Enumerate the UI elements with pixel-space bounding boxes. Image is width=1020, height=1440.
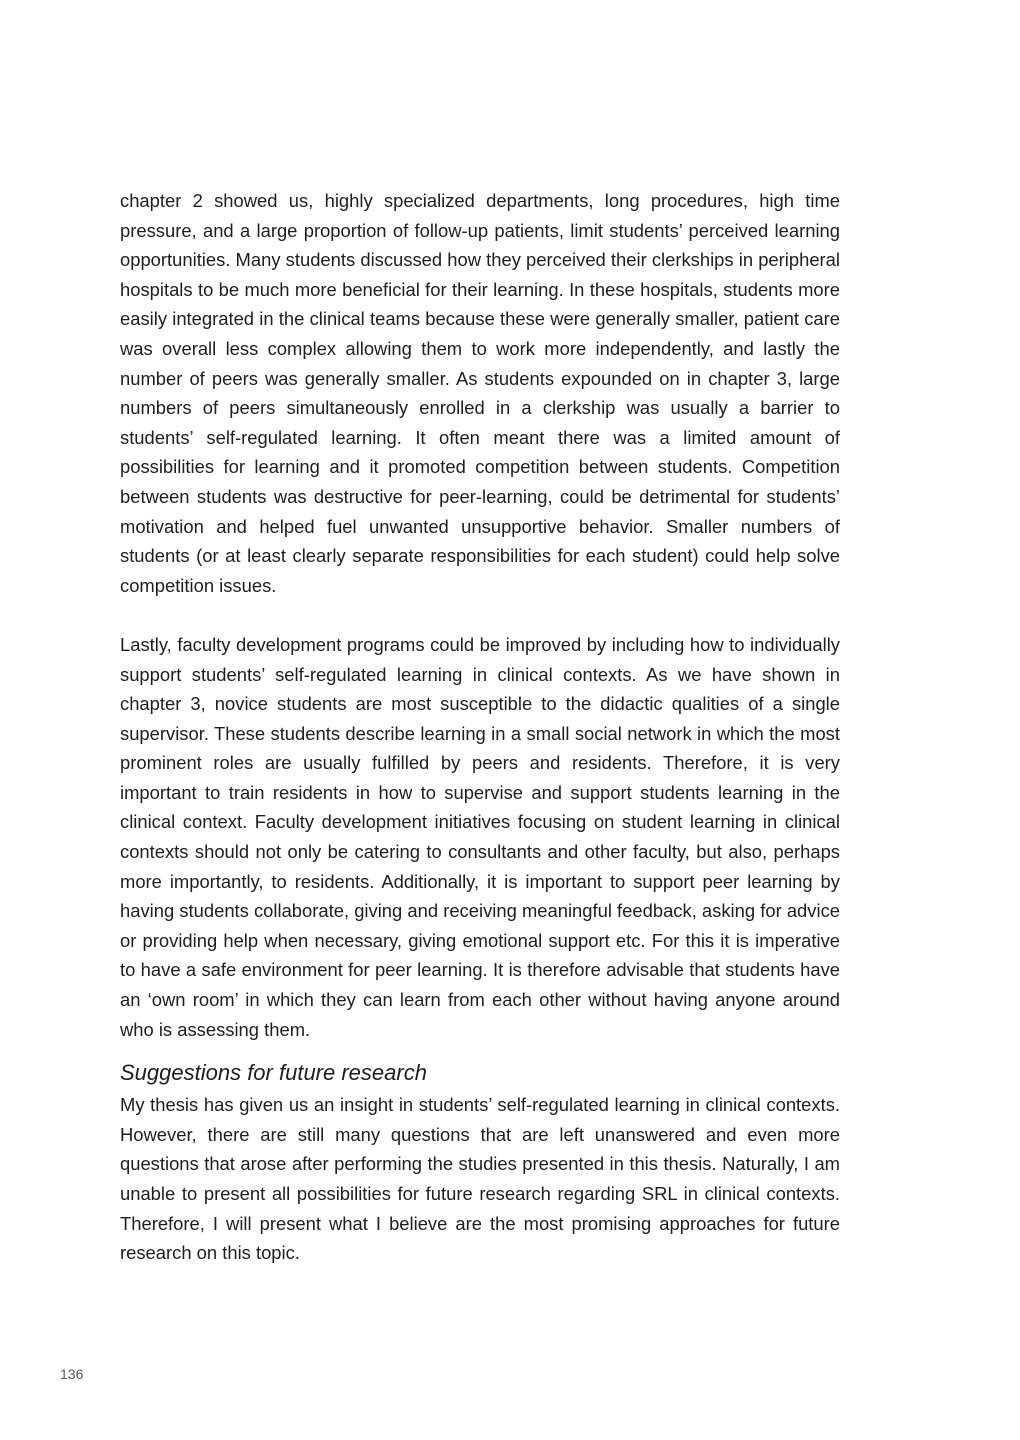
paragraph-future-research: My thesis has given us an insight in students’ self-regulated learning in clinical contexts. However, there are still many questions that are left unanswered and even more questions that arose after performing the studies presented in this thesis. Naturally, I am unable to present all possibilities for future research regarding SRL in clinical contexts. Therefore, I will present what I believe are the most promising approaches for future research on this topic. xyxy=(120,1094,840,1264)
paragraph-faculty-development: Lastly, faculty development programs could be improved by including how to individually support students’ self-regulated learning in clinical contexts. As we have shown in chapter 3, novice students are most susceptible to the didactic qualities of a single supervisor. These students describe learning in a small social network in which the most prominent roles are usually fulfilled by peers and residents. Therefore, it is very important to train residents in how to supervise and support students learning in the clinical context. Faculty development initiatives focusing on student learning in clinical contexts should not only be catering to consultants and other faculty, but also, perhaps more importantly, to residents. Additionally, it is important to support peer learning by having students collaborate, giving and receiving meaningful feedback, asking for advice or providing help when necessary, giving emotional support etc. For this it is imperative to have a safe environment for peer learning. It is therefore advisable that students have an ‘own room’ in which they can learn from each other without having anyone around who is assessing them. xyxy=(120,633,840,1040)
paragraph-clerkship-environment: chapter 2 showed us, highly specialized departments, long procedures, high time pressure, and a large proportion of follow-up patients, limit students’ perceived learning opportunities. Many students discussed how they perceived their clerkships in peripheral hospitals to be much more beneficial for their learning. In these hospitals, students more easily integrated in the clinical teams because these were generally smaller, patient care was overall less complex allowing them to work more independently, and lastly the number of peers was generally smaller. As students expounded on in chapter 3, large numbers of peers simultaneously enrolled in a clerkship was usually a barrier to students’ self-regulated learning. It often meant there was a limited amount of possibilities for learning and it promoted competition between students. Competition between students was destructive for peer-learning, could be detrimental for students’ motivation and helped fuel unwanted unsupportive behavior. Smaller numbers of students (or at least clearly separate responsibilities for each student) could help solve competition issues. xyxy=(120,190,840,596)
page-number: 136 xyxy=(60,1366,84,1382)
page-body xyxy=(120,186,840,1268)
section-heading-future-research: Suggestions for future research xyxy=(120,1060,427,1086)
